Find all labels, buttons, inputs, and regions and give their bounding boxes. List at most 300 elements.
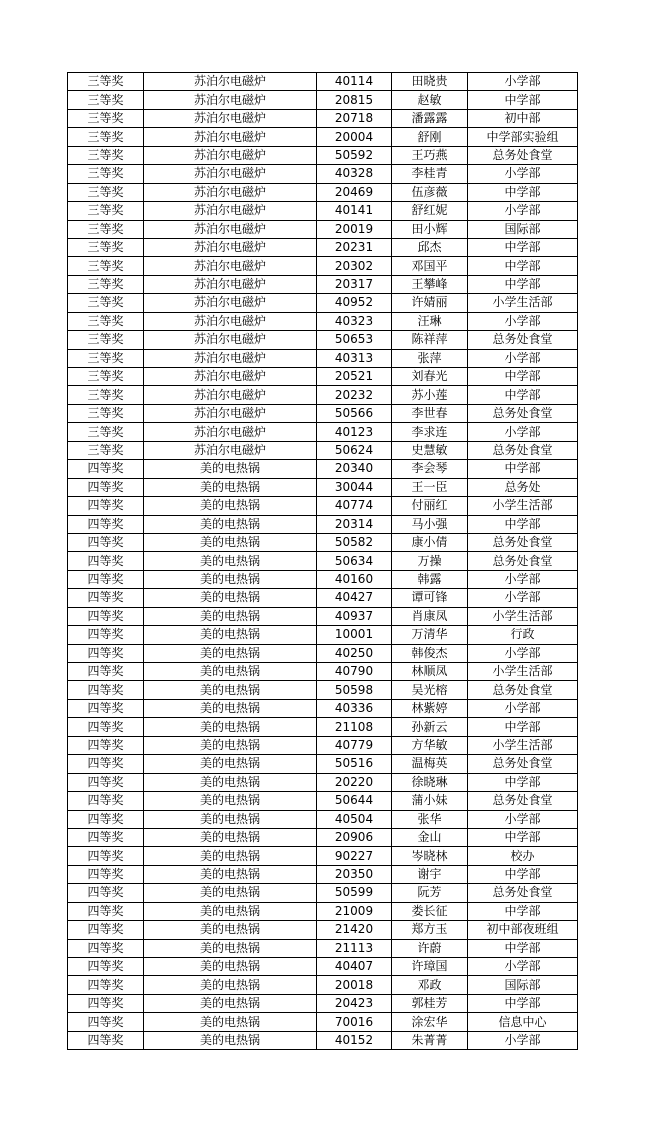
department-cell: 总务处食堂: [468, 681, 578, 699]
prize-item-cell: 美的电热锅: [144, 773, 317, 791]
table-row: [68, 423, 578, 441]
prize-level-cell: 三等奖: [68, 238, 144, 256]
employee-id-cell: 10001: [317, 626, 392, 644]
employee-id-cell: 50566: [317, 404, 392, 422]
department-cell: 小学部: [468, 165, 578, 183]
department-cell: 中学部: [468, 902, 578, 920]
name-cell: 孙新云: [392, 718, 468, 736]
prize-item-cell: 美的电热锅: [144, 755, 317, 773]
name-cell: 王攀峰: [392, 275, 468, 293]
department-cell: 中学部: [468, 183, 578, 201]
employee-id-cell: 40952: [317, 294, 392, 312]
employee-id-cell: 21113: [317, 939, 392, 957]
prize-item-cell: 美的电热锅: [144, 478, 317, 496]
prize-level-cell: 三等奖: [68, 312, 144, 330]
prize-level-cell: 四等奖: [68, 533, 144, 551]
name-cell: 谭可锋: [392, 589, 468, 607]
prize-level-cell: 三等奖: [68, 294, 144, 312]
department-cell: 中学部: [468, 773, 578, 791]
table-row: [68, 404, 578, 422]
prize-item-cell: 苏泊尔电磁炉: [144, 220, 317, 238]
prize-item-cell: 美的电热锅: [144, 607, 317, 625]
name-cell: 张萍: [392, 349, 468, 367]
department-cell: 总务处食堂: [468, 884, 578, 902]
prize-level-cell: 四等奖: [68, 994, 144, 1012]
name-cell: 苏小莲: [392, 386, 468, 404]
department-cell: 小学部: [468, 202, 578, 220]
table-row: [68, 183, 578, 201]
department-cell: 总务处: [468, 478, 578, 496]
prize-level-cell: 四等奖: [68, 958, 144, 976]
prize-item-cell: 美的电热锅: [144, 958, 317, 976]
name-cell: 付丽红: [392, 497, 468, 515]
prize-item-cell: 美的电热锅: [144, 1031, 317, 1049]
department-cell: 中学部: [468, 238, 578, 256]
prize-item-cell: 苏泊尔电磁炉: [144, 312, 317, 330]
name-cell: 邓政: [392, 976, 468, 994]
table-row: [68, 663, 578, 681]
employee-id-cell: 20302: [317, 257, 392, 275]
prize-item-cell: 苏泊尔电磁炉: [144, 202, 317, 220]
prize-level-cell: 三等奖: [68, 91, 144, 109]
department-cell: 小学部: [468, 958, 578, 976]
employee-id-cell: 40427: [317, 589, 392, 607]
table-row: [68, 718, 578, 736]
prize-item-cell: 苏泊尔电磁炉: [144, 73, 317, 91]
department-cell: 小学部: [468, 349, 578, 367]
name-cell: 徐晓琳: [392, 773, 468, 791]
name-cell: 许婧丽: [392, 294, 468, 312]
prize-level-cell: 四等奖: [68, 976, 144, 994]
prize-item-cell: 美的电热锅: [144, 994, 317, 1012]
employee-id-cell: 20340: [317, 460, 392, 478]
employee-id-cell: 40937: [317, 607, 392, 625]
prize-level-cell: 三等奖: [68, 368, 144, 386]
prize-item-cell: 美的电热锅: [144, 1013, 317, 1031]
name-cell: 娄长征: [392, 902, 468, 920]
prize-item-cell: 苏泊尔电磁炉: [144, 404, 317, 422]
table-row: [68, 939, 578, 957]
department-cell: 小学部: [468, 312, 578, 330]
department-cell: 小学生活部: [468, 736, 578, 754]
name-cell: 金山: [392, 828, 468, 846]
prize-item-cell: 美的电热锅: [144, 699, 317, 717]
prize-item-cell: 美的电热锅: [144, 828, 317, 846]
department-cell: 小学生活部: [468, 663, 578, 681]
department-cell: 初中部夜班组: [468, 921, 578, 939]
name-cell: 邓国平: [392, 257, 468, 275]
department-cell: 总务处食堂: [468, 533, 578, 551]
prize-item-cell: 美的电热锅: [144, 921, 317, 939]
employee-id-cell: 20906: [317, 828, 392, 846]
employee-id-cell: 40774: [317, 497, 392, 515]
prize-winner-table-body: [68, 73, 578, 1050]
prize-level-cell: 四等奖: [68, 1031, 144, 1049]
department-cell: 小学部: [468, 810, 578, 828]
department-cell: 国际部: [468, 976, 578, 994]
employee-id-cell: 20718: [317, 109, 392, 127]
name-cell: 林紫婷: [392, 699, 468, 717]
prize-level-cell: 四等奖: [68, 644, 144, 662]
table-row: [68, 884, 578, 902]
prize-level-cell: 四等奖: [68, 902, 144, 920]
department-cell: 小学生活部: [468, 497, 578, 515]
table-row: [68, 736, 578, 754]
table-row: [68, 1013, 578, 1031]
employee-id-cell: 20019: [317, 220, 392, 238]
name-cell: 赵敏: [392, 91, 468, 109]
prize-level-cell: 四等奖: [68, 755, 144, 773]
prize-level-cell: 四等奖: [68, 607, 144, 625]
table-row: [68, 626, 578, 644]
name-cell: 田晓贵: [392, 73, 468, 91]
table-row: [68, 607, 578, 625]
name-cell: 潘露露: [392, 109, 468, 127]
prize-level-cell: 四等奖: [68, 515, 144, 533]
table-row: [68, 515, 578, 533]
department-cell: 中学部: [468, 828, 578, 846]
department-cell: 中学部: [468, 865, 578, 883]
table-row: [68, 847, 578, 865]
prize-item-cell: 美的电热锅: [144, 663, 317, 681]
department-cell: 校办: [468, 847, 578, 865]
name-cell: 许蔚: [392, 939, 468, 957]
employee-id-cell: 50516: [317, 755, 392, 773]
table-row: [68, 238, 578, 256]
employee-id-cell: 50582: [317, 533, 392, 551]
employee-id-cell: 40114: [317, 73, 392, 91]
employee-id-cell: 50644: [317, 792, 392, 810]
employee-id-cell: 21108: [317, 718, 392, 736]
prize-level-cell: 三等奖: [68, 220, 144, 238]
table-row: [68, 755, 578, 773]
department-cell: 小学部: [468, 644, 578, 662]
employee-id-cell: 40152: [317, 1031, 392, 1049]
name-cell: 马小强: [392, 515, 468, 533]
department-cell: 小学生活部: [468, 607, 578, 625]
department-cell: 小学生活部: [468, 294, 578, 312]
prize-level-cell: 四等奖: [68, 1013, 144, 1031]
table-row: [68, 128, 578, 146]
table-row: [68, 773, 578, 791]
department-cell: 总务处食堂: [468, 404, 578, 422]
table-row: [68, 441, 578, 459]
prize-level-cell: 四等奖: [68, 810, 144, 828]
name-cell: 康小倩: [392, 533, 468, 551]
department-cell: 中学部: [468, 718, 578, 736]
department-cell: 总务处食堂: [468, 755, 578, 773]
table-row: [68, 331, 578, 349]
prize-level-cell: 四等奖: [68, 552, 144, 570]
prize-level-cell: 四等奖: [68, 681, 144, 699]
department-cell: 中学部: [468, 257, 578, 275]
name-cell: 汪琳: [392, 312, 468, 330]
prize-item-cell: 美的电热锅: [144, 552, 317, 570]
name-cell: 许璋国: [392, 958, 468, 976]
prize-item-cell: 美的电热锅: [144, 515, 317, 533]
employee-id-cell: 40328: [317, 165, 392, 183]
table-row: [68, 73, 578, 91]
prize-item-cell: 美的电热锅: [144, 792, 317, 810]
prize-level-cell: 四等奖: [68, 626, 144, 644]
employee-id-cell: 50598: [317, 681, 392, 699]
prize-item-cell: 苏泊尔电磁炉: [144, 294, 317, 312]
prize-item-cell: 苏泊尔电磁炉: [144, 91, 317, 109]
table-row: [68, 810, 578, 828]
department-cell: 总务处食堂: [468, 792, 578, 810]
table-row: [68, 699, 578, 717]
prize-item-cell: 美的电热锅: [144, 626, 317, 644]
employee-id-cell: 90227: [317, 847, 392, 865]
department-cell: 小学部: [468, 699, 578, 717]
prize-level-cell: 四等奖: [68, 828, 144, 846]
department-cell: 中学部: [468, 368, 578, 386]
prize-level-cell: 四等奖: [68, 865, 144, 883]
prize-item-cell: 美的电热锅: [144, 589, 317, 607]
employee-id-cell: 40407: [317, 958, 392, 976]
name-cell: 涂宏华: [392, 1013, 468, 1031]
department-cell: 总务处食堂: [468, 552, 578, 570]
prize-level-cell: 四等奖: [68, 570, 144, 588]
table-row: [68, 275, 578, 293]
prize-item-cell: 苏泊尔电磁炉: [144, 386, 317, 404]
table-row: [68, 460, 578, 478]
prize-item-cell: 苏泊尔电磁炉: [144, 238, 317, 256]
name-cell: 史慧敏: [392, 441, 468, 459]
prize-level-cell: 四等奖: [68, 921, 144, 939]
table-row: [68, 91, 578, 109]
employee-id-cell: 20815: [317, 91, 392, 109]
prize-item-cell: 苏泊尔电磁炉: [144, 165, 317, 183]
name-cell: 阮芳: [392, 884, 468, 902]
prize-level-cell: 三等奖: [68, 146, 144, 164]
prize-level-cell: 三等奖: [68, 202, 144, 220]
table-row: [68, 165, 578, 183]
name-cell: 王一臣: [392, 478, 468, 496]
prize-level-cell: 三等奖: [68, 331, 144, 349]
department-cell: 行政: [468, 626, 578, 644]
employee-id-cell: 70016: [317, 1013, 392, 1031]
department-cell: 小学部: [468, 423, 578, 441]
name-cell: 刘春光: [392, 368, 468, 386]
name-cell: 方华敏: [392, 736, 468, 754]
employee-id-cell: 20521: [317, 368, 392, 386]
prize-level-cell: 四等奖: [68, 736, 144, 754]
prize-level-cell: 四等奖: [68, 718, 144, 736]
employee-id-cell: 40779: [317, 736, 392, 754]
prize-level-cell: 四等奖: [68, 478, 144, 496]
name-cell: 李求连: [392, 423, 468, 441]
department-cell: 中学部: [468, 515, 578, 533]
name-cell: 伍彦薇: [392, 183, 468, 201]
prize-item-cell: 苏泊尔电磁炉: [144, 349, 317, 367]
department-cell: 中学部: [468, 994, 578, 1012]
prize-level-cell: 四等奖: [68, 589, 144, 607]
name-cell: 李会琴: [392, 460, 468, 478]
department-cell: 中学部实验组: [468, 128, 578, 146]
prize-item-cell: 苏泊尔电磁炉: [144, 257, 317, 275]
table-row: [68, 312, 578, 330]
employee-id-cell: 40323: [317, 312, 392, 330]
prize-level-cell: 四等奖: [68, 884, 144, 902]
prize-level-cell: 三等奖: [68, 404, 144, 422]
name-cell: 郑方玉: [392, 921, 468, 939]
name-cell: 岑晓林: [392, 847, 468, 865]
employee-id-cell: 20018: [317, 976, 392, 994]
employee-id-cell: 20231: [317, 238, 392, 256]
prize-item-cell: 苏泊尔电磁炉: [144, 109, 317, 127]
name-cell: 韩露: [392, 570, 468, 588]
employee-id-cell: 30044: [317, 478, 392, 496]
prize-level-cell: 四等奖: [68, 460, 144, 478]
employee-id-cell: 20469: [317, 183, 392, 201]
prize-level-cell: 三等奖: [68, 128, 144, 146]
prize-item-cell: 美的电热锅: [144, 497, 317, 515]
table-row: [68, 349, 578, 367]
prize-item-cell: 美的电热锅: [144, 460, 317, 478]
table-row: [68, 257, 578, 275]
prize-level-cell: 四等奖: [68, 497, 144, 515]
employee-id-cell: 20423: [317, 994, 392, 1012]
table-row: [68, 589, 578, 607]
table-row: [68, 958, 578, 976]
employee-id-cell: 40313: [317, 349, 392, 367]
employee-id-cell: 50634: [317, 552, 392, 570]
prize-level-cell: 三等奖: [68, 275, 144, 293]
table-row: [68, 220, 578, 238]
table-row: [68, 533, 578, 551]
name-cell: 万清华: [392, 626, 468, 644]
prize-level-cell: 四等奖: [68, 847, 144, 865]
prize-item-cell: 苏泊尔电磁炉: [144, 146, 317, 164]
department-cell: 中学部: [468, 386, 578, 404]
prize-item-cell: 苏泊尔电磁炉: [144, 441, 317, 459]
prize-level-cell: 四等奖: [68, 939, 144, 957]
name-cell: 陈祥萍: [392, 331, 468, 349]
employee-id-cell: 50624: [317, 441, 392, 459]
department-cell: 总务处食堂: [468, 441, 578, 459]
prize-item-cell: 美的电热锅: [144, 533, 317, 551]
employee-id-cell: 40790: [317, 663, 392, 681]
department-cell: 中学部: [468, 460, 578, 478]
department-cell: 中学部: [468, 91, 578, 109]
department-cell: 总务处食堂: [468, 146, 578, 164]
prize-item-cell: 美的电热锅: [144, 570, 317, 588]
employee-id-cell: 40336: [317, 699, 392, 717]
prize-level-cell: 四等奖: [68, 773, 144, 791]
table-row: [68, 386, 578, 404]
prize-item-cell: 苏泊尔电磁炉: [144, 331, 317, 349]
employee-id-cell: 20004: [317, 128, 392, 146]
employee-id-cell: 20232: [317, 386, 392, 404]
prize-item-cell: 苏泊尔电磁炉: [144, 423, 317, 441]
table-row: [68, 146, 578, 164]
name-cell: 朱菁菁: [392, 1031, 468, 1049]
prize-level-cell: 三等奖: [68, 183, 144, 201]
employee-id-cell: 20350: [317, 865, 392, 883]
department-cell: 总务处食堂: [468, 331, 578, 349]
prize-item-cell: 美的电热锅: [144, 810, 317, 828]
department-cell: 中学部: [468, 275, 578, 293]
department-cell: 中学部: [468, 939, 578, 957]
table-row: [68, 478, 578, 496]
prize-level-cell: 四等奖: [68, 792, 144, 810]
employee-id-cell: 21420: [317, 921, 392, 939]
employee-id-cell: 50592: [317, 146, 392, 164]
prize-item-cell: 苏泊尔电磁炉: [144, 183, 317, 201]
prize-level-cell: 三等奖: [68, 423, 144, 441]
prize-winner-table: [67, 72, 578, 1050]
department-cell: 小学部: [468, 570, 578, 588]
employee-id-cell: 20314: [317, 515, 392, 533]
table-row: [68, 792, 578, 810]
prize-item-cell: 美的电热锅: [144, 681, 317, 699]
employee-id-cell: 20220: [317, 773, 392, 791]
table-row: [68, 497, 578, 515]
table-row: [68, 644, 578, 662]
name-cell: 张华: [392, 810, 468, 828]
name-cell: 万操: [392, 552, 468, 570]
prize-item-cell: 美的电热锅: [144, 644, 317, 662]
department-cell: 小学部: [468, 73, 578, 91]
employee-id-cell: 40160: [317, 570, 392, 588]
table-row: [68, 294, 578, 312]
prize-item-cell: 苏泊尔电磁炉: [144, 128, 317, 146]
prize-level-cell: 四等奖: [68, 699, 144, 717]
prize-level-cell: 三等奖: [68, 386, 144, 404]
employee-id-cell: 40123: [317, 423, 392, 441]
table-row: [68, 109, 578, 127]
name-cell: 田小辉: [392, 220, 468, 238]
table-row: [68, 681, 578, 699]
department-cell: 信息中心: [468, 1013, 578, 1031]
employee-id-cell: 40504: [317, 810, 392, 828]
employee-id-cell: 40141: [317, 202, 392, 220]
name-cell: 谢宇: [392, 865, 468, 883]
table-row: [68, 570, 578, 588]
name-cell: 肖康凤: [392, 607, 468, 625]
table-row: [68, 202, 578, 220]
name-cell: 王巧燕: [392, 146, 468, 164]
name-cell: 舒刚: [392, 128, 468, 146]
prize-item-cell: 美的电热锅: [144, 865, 317, 883]
table-row: [68, 865, 578, 883]
table-row: [68, 994, 578, 1012]
prize-item-cell: 苏泊尔电磁炉: [144, 275, 317, 293]
prize-level-cell: 三等奖: [68, 441, 144, 459]
prize-item-cell: 美的电热锅: [144, 884, 317, 902]
prize-item-cell: 美的电热锅: [144, 902, 317, 920]
table-row: [68, 552, 578, 570]
prize-level-cell: 三等奖: [68, 349, 144, 367]
name-cell: 舒红妮: [392, 202, 468, 220]
table-row: [68, 921, 578, 939]
prize-level-cell: 三等奖: [68, 109, 144, 127]
name-cell: 吴光榕: [392, 681, 468, 699]
prize-level-cell: 三等奖: [68, 165, 144, 183]
name-cell: 蒲小妹: [392, 792, 468, 810]
name-cell: 李桂青: [392, 165, 468, 183]
prize-level-cell: 三等奖: [68, 257, 144, 275]
table-row: [68, 1031, 578, 1049]
name-cell: 韩俊杰: [392, 644, 468, 662]
department-cell: 国际部: [468, 220, 578, 238]
department-cell: 小学部: [468, 1031, 578, 1049]
table-row: [68, 902, 578, 920]
department-cell: 初中部: [468, 109, 578, 127]
name-cell: 邱杰: [392, 238, 468, 256]
prize-item-cell: 美的电热锅: [144, 847, 317, 865]
